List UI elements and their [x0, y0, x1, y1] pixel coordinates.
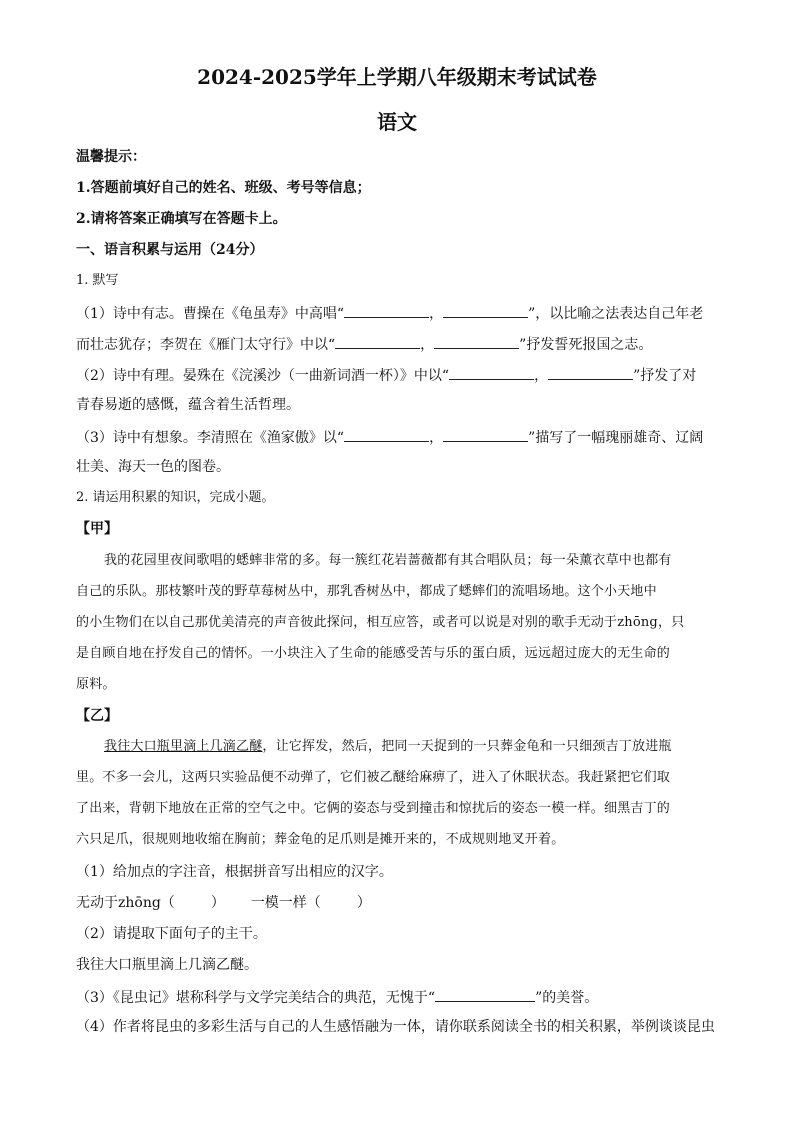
passage-yi-text: ，让它挥发，然后，把同一天捉到的一只葬金龟和一只细颈吉丁放进瓶 [262, 739, 672, 754]
passage-yi-line: 里。不多一会儿，这两只实验品便不动弹了，它们被乙醚给麻痹了，进入了休眠状态。我赶紧把它们取 [76, 770, 671, 785]
sub-question-4: （4）作者将昆虫的多彩生活与自己的人生感悟融为一体，请你联系阅读全书的相关积累，举例谈谈昆虫 [76, 1019, 715, 1035]
comma: ， [534, 368, 549, 384]
q1-part3-line1 [76, 426, 703, 448]
underlined-sentence: 我往大口瓶里滴上几滴乙醚 [104, 739, 263, 754]
q1-part1-text-d: ”抒发誓死报国之志。 [519, 337, 653, 353]
q1-part1-text-c: 而壮志犹存；李贺在《雁门太守行》中以“ [76, 337, 336, 353]
passage-jia-line: 是自顾自地在抒发自己的情怀。一小块注入了生命的能感受苦与乐的蛋白质，远远超过庞大的无生命的 [76, 646, 671, 661]
tip-item-1: 1.答题前填好自己的姓名、班级、考号等信息； [76, 180, 371, 196]
sub-question-1: （1）给加点的字注音，根据拼音写出相应的汉字。 [76, 864, 393, 880]
q1-part3-line2: 壮美、海天一色的图卷。 [76, 459, 230, 475]
q1-part1-text-b: ”，以比喻之法表达自己年老 [528, 306, 704, 322]
sub-question-2-sentence: 我往大口瓶里滴上几滴乙醚。 [76, 957, 258, 973]
sub-question-3-text-b: ”的美誉。 [535, 990, 599, 1006]
passage-yi-label: 【乙】 [76, 708, 118, 724]
answer-blank[interactable] [344, 302, 429, 318]
answer-blank[interactable] [335, 333, 420, 349]
answer-blank[interactable] [344, 426, 429, 442]
comma: ， [429, 306, 444, 322]
q1-part1-line1 [76, 302, 703, 324]
question-1-label: 1. 默写 [76, 273, 119, 288]
q1-part2-line2: 青春易逝的感慨，蕴含着生活哲理。 [76, 397, 300, 413]
answer-blank[interactable] [435, 986, 535, 1002]
passage-jia-line: 原料。 [76, 677, 116, 692]
q1-part3-text-a: （3）诗中有想象。李清照在《渔家傲》以“ [76, 430, 345, 446]
q1-part1-text-a: （1）诗中有志。曹操在《龟虽寿》中高唱“ [76, 306, 345, 322]
sub-question-1-items [76, 893, 371, 913]
passage-yi-line [104, 737, 739, 757]
section-heading: 一、语言积累与运用（24分） [76, 242, 264, 258]
close-paren: ） [356, 895, 371, 911]
answer-blank[interactable] [449, 364, 534, 380]
pinyin-item-label: 一模一样（ [250, 895, 321, 911]
q1-part2-line1 [76, 364, 696, 386]
answer-blank[interactable] [443, 302, 528, 318]
passage-jia-line: 的小生物们在以自己那优美清亮的声音彼此探问，相互应答，或者可以说是对别的歌手无动于zhōng，只 [76, 615, 685, 630]
passage-jia-line: 自己的乐队。那枝繁叶茂的野草莓树丛中，那乳香树丛中，都成了蟋蟀们的流唱场地。这个小天地中 [76, 584, 657, 599]
answer-blank[interactable] [548, 364, 633, 380]
comma: ， [420, 337, 435, 353]
tip-item-2: 2.请将答案正确填写在答题卡上。 [76, 211, 287, 227]
answer-blank[interactable] [434, 333, 519, 349]
passage-yi-line: 六只足爪，很规则地收缩在胸前；葬金龟的足爪则是摊开来的，不成规则地叉开着。 [76, 832, 565, 847]
passage-jia-line: 我的花园里夜间歌唱的蟋蟀非常的多。每一簇红花岩蔷薇都有其合唱队员；每一朵薰衣草中也都有 [104, 553, 672, 568]
sub-question-3 [76, 986, 598, 1008]
exam-title: 2024-2025学年上学期八年级期末考试试卷 [197, 65, 597, 89]
sub-question-2: （2）请提取下面句子的主干。 [76, 926, 267, 942]
pinyin-item-label: 无动于zhōng（ [76, 895, 175, 911]
passage-yi-line: 了出来，背朝下地放在正常的空气之中。它俩的姿态与受到撞击和惊扰后的姿态一模一样。细黑吉丁的 [76, 801, 671, 816]
q1-part1-line2 [76, 333, 652, 355]
subject-title: 语文 [377, 110, 417, 134]
q1-part2-text-b: ”抒发了对 [633, 368, 697, 384]
question-2-label: 2. 请运用积累的知识，完成小题。 [76, 490, 275, 505]
q1-part2-text-a: （2）诗中有理。晏殊在《浣溪沙（一曲新词酒一杯）》中以“ [76, 368, 450, 384]
q1-part3-text-b: ”描写了一幅瑰丽雄奇、辽阔 [528, 430, 704, 446]
tips-heading: 温馨提示： [76, 149, 146, 165]
answer-blank[interactable] [443, 426, 528, 442]
sub-question-3-text-a: （3）《昆虫记》堪称科学与文学完美结合的典范，无愧于“ [76, 990, 436, 1006]
passage-jia-label: 【甲】 [76, 521, 118, 537]
comma: ， [429, 430, 444, 446]
close-paren: ） [210, 895, 225, 911]
